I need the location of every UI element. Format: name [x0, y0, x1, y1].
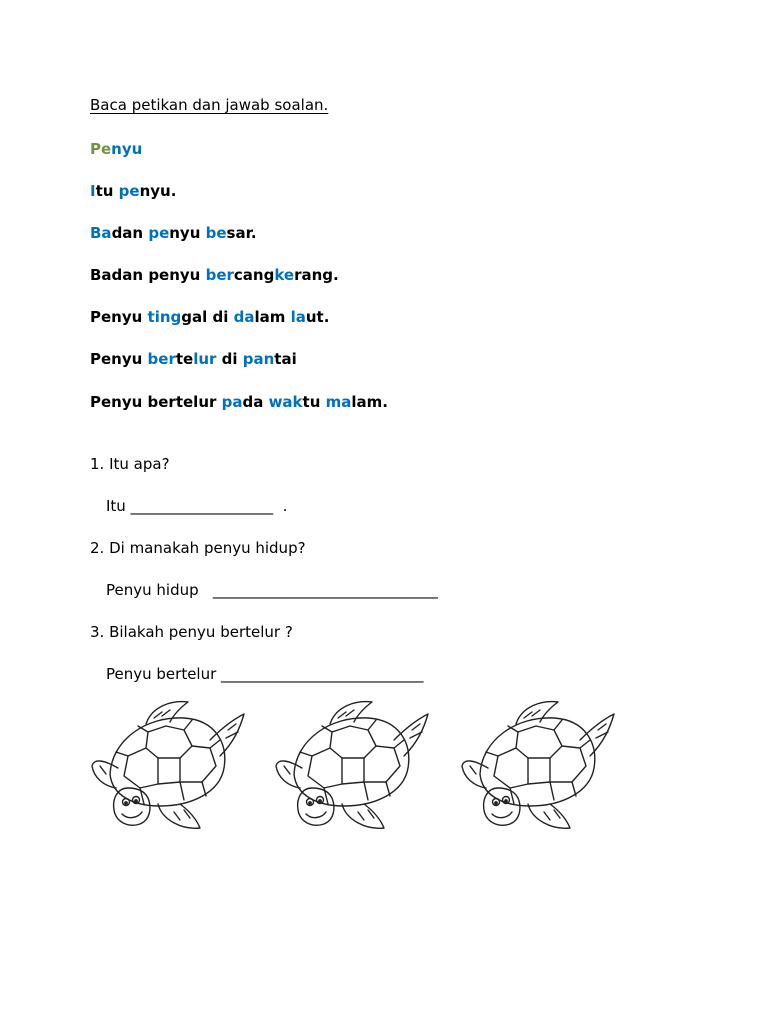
syllable-segment: Badan penyu [90, 266, 206, 284]
turtle-icon [272, 696, 432, 836]
answer-line-2[interactable]: Penyu hidup ______________________________ [106, 581, 438, 599]
turtle-illustration [458, 696, 618, 836]
syllable-segment: dan [111, 224, 149, 242]
syllable-segment: nyu. [139, 182, 177, 200]
question-1: 1. Itu apa? [90, 455, 170, 473]
syllable-segment: pa [221, 393, 243, 411]
syllable-segment: tai [274, 350, 297, 368]
turtle-icon [458, 696, 618, 836]
question-2: 2. Di manakah penyu hidup? [90, 539, 306, 557]
syllable-segment: nyu [169, 224, 206, 242]
syllable-segment: ke [274, 266, 295, 284]
passage-sentence [90, 182, 176, 200]
syllable-segment: lam [254, 308, 291, 326]
syllable-segment: ber [205, 266, 234, 284]
passage-sentence [90, 393, 388, 411]
syllable-segment: pan [242, 350, 275, 368]
turtle-icon [88, 696, 248, 836]
syllable-segment: pe [148, 224, 170, 242]
passage-sentence [90, 266, 339, 284]
passage-sentence [90, 224, 257, 242]
syllable-segment: tu [302, 393, 326, 411]
syllable-segment: Pe [90, 140, 112, 158]
instruction-heading: Baca petikan dan jawab soalan. [90, 96, 329, 114]
syllable-segment: pe [118, 182, 140, 200]
answer-line-3[interactable]: Penyu bertelur ___________________________ [106, 665, 424, 683]
passage-title [90, 140, 142, 158]
syllable-segment: ut. [305, 308, 330, 326]
syllable-segment: Ba [90, 224, 112, 242]
syllable-segment: te [175, 350, 194, 368]
syllable-segment: Penyu [90, 350, 148, 368]
question-3: 3. Bilakah penyu bertelur ? [90, 623, 293, 641]
syllable-segment: sar. [226, 224, 257, 242]
syllable-segment: I [90, 182, 96, 200]
syllable-segment: be [205, 224, 227, 242]
syllable-segment: gal di [181, 308, 234, 326]
syllable-segment: cang [233, 266, 275, 284]
syllable-segment: rang. [294, 266, 339, 284]
syllable-segment: da [233, 308, 255, 326]
syllable-segment: Penyu [90, 308, 148, 326]
syllable-segment: ber [147, 350, 176, 368]
syllable-segment: wak [268, 393, 303, 411]
passage-sentence [90, 308, 329, 326]
syllable-segment: la [290, 308, 306, 326]
syllable-segment: tu [95, 182, 119, 200]
turtle-illustration [88, 696, 248, 836]
syllable-segment: da [242, 393, 269, 411]
syllable-segment: di [216, 350, 243, 368]
syllable-segment: lur [193, 350, 217, 368]
answer-line-1[interactable]: Itu ___________________ . [106, 497, 288, 515]
syllable-segment: Penyu bertelur [90, 393, 222, 411]
syllable-segment: lam. [351, 393, 388, 411]
syllable-segment: nyu [111, 140, 143, 158]
syllable-segment: ting [147, 308, 182, 326]
turtle-illustration [272, 696, 432, 836]
passage-sentence [90, 350, 297, 368]
syllable-segment: ma [325, 393, 352, 411]
